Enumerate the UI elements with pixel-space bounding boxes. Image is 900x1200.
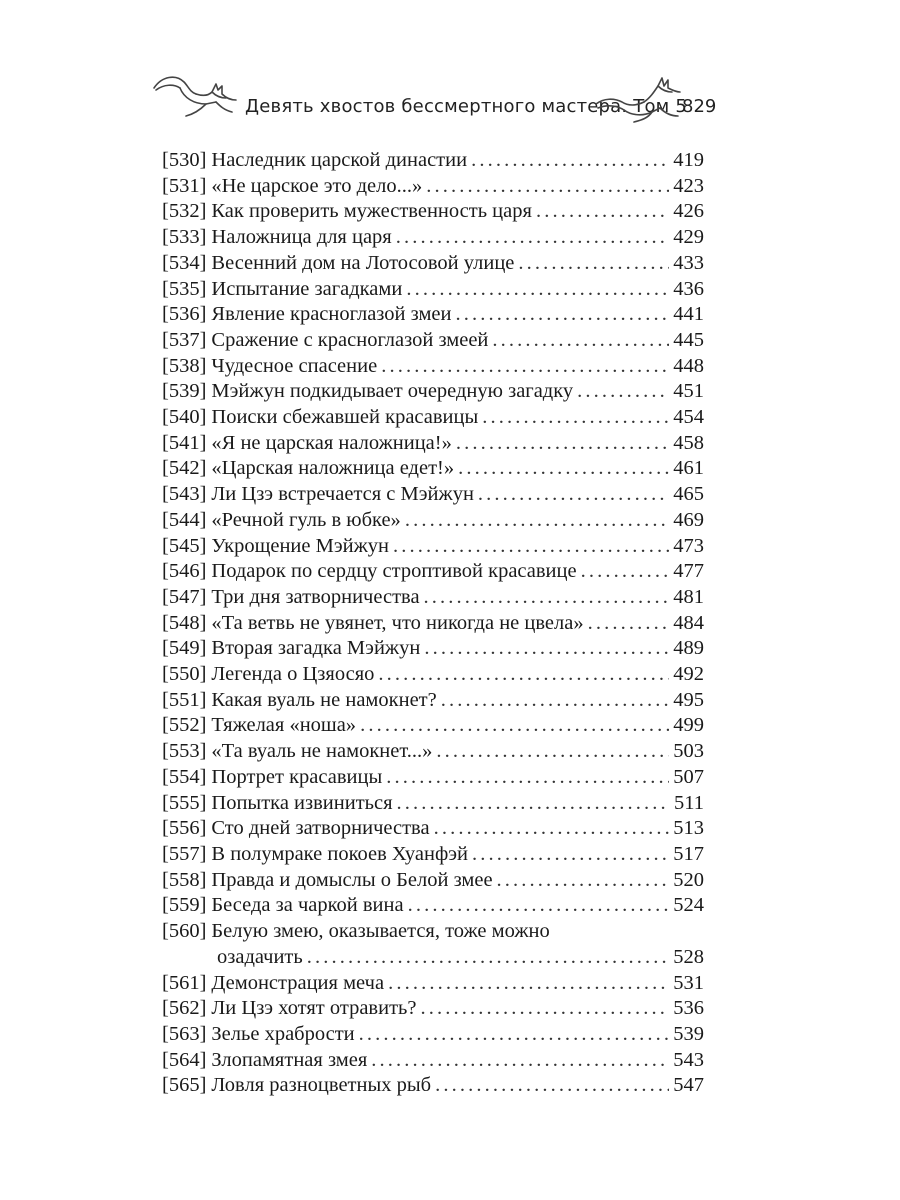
- toc-entry-title: Белую змею, оказывается, тоже можно: [211, 920, 550, 943]
- toc-entry-title: «Та ветвь не увянет, что никогда не цвела»: [211, 611, 584, 634]
- toc-entry-number: [536]: [162, 303, 207, 326]
- toc-leader-dots: [482, 405, 669, 431]
- toc-entry-page: 477: [673, 560, 704, 583]
- toc-entry-page: 507: [673, 765, 704, 788]
- toc-leader-dots: [581, 559, 670, 585]
- toc-leader-dots: [424, 585, 670, 611]
- toc-leader-dots: [436, 739, 669, 765]
- toc-entry-number: [541]: [162, 431, 207, 454]
- toc-entry: [162, 225, 704, 251]
- toc-entry-number: [533]: [162, 226, 207, 249]
- toc-entry: [162, 1073, 704, 1099]
- toc-leader-dots: [396, 225, 670, 251]
- toc-entry-number: [552]: [162, 714, 207, 737]
- toc-entry-page: 489: [673, 637, 704, 660]
- toc-entry-page: 503: [673, 740, 704, 763]
- toc-entry-page: 423: [673, 174, 704, 197]
- toc-entry-page: 495: [673, 688, 704, 711]
- toc-entry-title: Портрет красавицы: [211, 765, 383, 788]
- toc-entry: [162, 277, 704, 303]
- toc-entry-title: Ли Цзэ хотят отравить?: [211, 997, 417, 1020]
- toc-leader-dots: [471, 148, 669, 174]
- toc-entry: [162, 405, 704, 431]
- toc-entry: [162, 379, 704, 405]
- toc-entry: [162, 328, 704, 354]
- toc-entry-title: Попытка извиниться: [211, 791, 393, 814]
- toc-entry-page: 520: [673, 868, 704, 891]
- toc-entry: [162, 534, 704, 560]
- toc-entry: [162, 662, 704, 688]
- toc-leader-dots: [455, 302, 669, 328]
- page-header: [0, 60, 900, 140]
- toc-leader-dots: [426, 174, 669, 200]
- toc-entry-page: 499: [673, 714, 704, 737]
- toc-entry: [162, 1022, 704, 1048]
- toc-leader-dots: [424, 636, 669, 662]
- toc-entry-title: Сражение с красноглазой змеей: [211, 328, 489, 351]
- toc-entry-number: [547]: [162, 585, 207, 608]
- toc-entry-number: [535]: [162, 277, 207, 300]
- toc-entry-title: Мэйжун подкидывает очередную загадку: [211, 380, 574, 403]
- toc-entry-title: Демонстрация меча: [211, 971, 385, 994]
- toc-entry-number: [537]: [162, 328, 207, 351]
- toc-entry-number: [565]: [162, 1074, 207, 1097]
- toc-leader-dots: [381, 354, 669, 380]
- toc-entry-page: 458: [673, 431, 704, 454]
- toc-entry-title: Вторая загадка Мэйжун: [211, 637, 421, 660]
- toc-entry-page: 543: [673, 1048, 704, 1071]
- toc-leader-dots: [371, 1048, 669, 1074]
- toc-entry-title: Беседа за чаркой вина: [211, 894, 404, 917]
- toc-leader-dots: [472, 842, 669, 868]
- toc-entry-number: [545]: [162, 534, 207, 557]
- toc-entry-number: [539]: [162, 380, 207, 403]
- toc-entry-page: 524: [673, 894, 704, 917]
- toc-leader-dots: [456, 431, 669, 457]
- toc-entry-page: 426: [673, 200, 704, 223]
- toc-leader-dots: [458, 456, 669, 482]
- toc-entry-page: 436: [673, 277, 704, 300]
- toc-entry: [162, 508, 704, 534]
- toc-entry-number: [561]: [162, 971, 207, 994]
- toc-entry-title: Поиски сбежавшей красавицы: [211, 406, 479, 429]
- toc-entry: [162, 791, 704, 817]
- toc-leader-dots: [408, 893, 670, 919]
- toc-entry-number: [550]: [162, 663, 207, 686]
- toc-entry-title: Легенда о Цзяосяо: [211, 663, 375, 686]
- toc-leader-dots: [434, 816, 670, 842]
- toc-entry-page: 481: [673, 585, 704, 608]
- toc-entry-number: [540]: [162, 406, 207, 429]
- toc-entry-number: [531]: [162, 174, 207, 197]
- toc-leader-dots: [378, 662, 669, 688]
- toc-leader-dots: [360, 713, 669, 739]
- toc-entry-title: Злопамятная змея: [211, 1048, 368, 1071]
- toc-leader-dots: [307, 945, 670, 971]
- toc-entry-page: 539: [673, 1022, 704, 1045]
- toc-entry: [162, 816, 704, 842]
- toc-entry-title: Ли Цзэ встречается с Мэйжун: [211, 483, 474, 506]
- toc-entry-title: Сто дней затворничества: [211, 817, 430, 840]
- toc-leader-dots: [518, 251, 669, 277]
- toc-entry-page: 484: [673, 611, 704, 634]
- toc-leader-dots: [577, 379, 669, 405]
- toc-entry-page: 528: [673, 945, 704, 968]
- toc-leader-dots: [397, 791, 670, 817]
- toc-entry: [162, 611, 704, 637]
- toc-entry-title: Зелье храбрости: [211, 1022, 355, 1045]
- toc-entry-page: 531: [673, 971, 704, 994]
- toc-entry: [162, 148, 704, 174]
- toc-entry-title: В полумраке покоев Хуанфэй: [211, 842, 469, 865]
- toc-entry: [162, 302, 704, 328]
- toc-entry: [162, 456, 704, 482]
- toc-entry-number: [556]: [162, 817, 207, 840]
- toc-entry: [162, 996, 704, 1022]
- toc-leader-dots: [478, 482, 669, 508]
- toc-entry-title: «Не царское это дело...»: [211, 174, 423, 197]
- toc-entry-number: [544]: [162, 508, 207, 531]
- toc-entry: [162, 765, 704, 791]
- toc-entry: [162, 868, 704, 894]
- toc-entry-page: 429: [673, 226, 704, 249]
- toc-entry-page: 492: [673, 663, 704, 686]
- toc-entry-page: 441: [673, 303, 704, 326]
- toc-entry-page: 547: [673, 1074, 704, 1097]
- toc-entry-number: [551]: [162, 688, 207, 711]
- toc-entry-number: [555]: [162, 791, 207, 814]
- toc-entry: [162, 251, 704, 277]
- fox-icon: [592, 68, 682, 124]
- running-title: Девять хвостов бессмертного мастера. Том 5: [245, 96, 688, 117]
- toc-entry: [162, 636, 704, 662]
- toc-entry-number: [543]: [162, 483, 207, 506]
- toc-leader-dots: [420, 996, 669, 1022]
- toc-entry: [162, 739, 704, 765]
- toc-entry-number: [553]: [162, 740, 207, 763]
- toc-entry-number: [548]: [162, 611, 207, 634]
- toc-entry-title: Три дня затворничества: [211, 585, 420, 608]
- toc-entry: [162, 1048, 704, 1074]
- toc-entry: [162, 354, 704, 380]
- toc-entry: [162, 919, 704, 970]
- toc-entry: [162, 713, 704, 739]
- toc-entry-page: 454: [673, 406, 704, 429]
- toc-entry-page: 461: [673, 457, 704, 480]
- toc-entry-title: «Царская наложница едет!»: [211, 457, 455, 480]
- toc-entry-page: 517: [673, 842, 704, 865]
- toc-entry: [162, 688, 704, 714]
- toc-leader-dots: [359, 1022, 670, 1048]
- toc-entry: [162, 971, 704, 997]
- toc-entry: [162, 431, 704, 457]
- toc-entry: [162, 893, 704, 919]
- toc-entry-title: «Я не царская наложница!»: [211, 431, 452, 454]
- toc-entry-number: [554]: [162, 765, 207, 788]
- toc-entry: [162, 482, 704, 508]
- page-number: 829: [682, 96, 717, 117]
- toc-leader-dots: [405, 508, 669, 534]
- toc-leader-dots: [435, 1073, 669, 1099]
- toc-entry-page: 465: [673, 483, 704, 506]
- toc-entry-number: [532]: [162, 200, 207, 223]
- toc-leader-dots: [536, 199, 669, 225]
- toc-leader-dots: [588, 611, 670, 637]
- toc-entry-title: Как проверить мужественность царя: [211, 200, 532, 223]
- toc-entry-page: 536: [673, 997, 704, 1020]
- toc-leader-dots: [386, 765, 669, 791]
- toc-entry-page: 419: [673, 149, 704, 171]
- toc-entry-page: 445: [673, 328, 704, 351]
- toc-entry-title: Подарок по сердцу строптивой красавице: [211, 560, 577, 583]
- table-of-contents: [162, 148, 704, 1099]
- fox-icon: [150, 68, 240, 124]
- toc-entry-title: Весенний дом на Лотосовой улице: [211, 251, 515, 274]
- toc-entry-title-continued: озадачить: [217, 945, 303, 968]
- toc-entry-number: [538]: [162, 354, 207, 377]
- toc-entry-title: Наследник царской династии: [211, 149, 468, 171]
- toc-entry-page: 473: [673, 534, 704, 557]
- toc-entry-title: Чудесное спасение: [211, 354, 378, 377]
- toc-leader-dots: [393, 534, 669, 560]
- toc-entry-page: 513: [673, 817, 704, 840]
- toc-entry-page: 451: [673, 380, 704, 403]
- toc-entry-number: [557]: [162, 842, 207, 865]
- toc-leader-dots: [388, 971, 669, 997]
- toc-entry-number: [546]: [162, 560, 207, 583]
- toc-entry: [162, 199, 704, 225]
- toc-entry-number: [563]: [162, 1022, 207, 1045]
- toc-entry-number: [558]: [162, 868, 207, 891]
- toc-entry-number: [560]: [162, 920, 207, 943]
- toc-entry-title: Какая вуаль не намокнет?: [211, 688, 437, 711]
- toc-leader-dots: [492, 328, 669, 354]
- toc-entry-number: [564]: [162, 1048, 207, 1071]
- toc-entry-title: «Та вуаль не намокнет...»: [211, 740, 433, 763]
- toc-entry: [162, 174, 704, 200]
- toc-entry-title: Наложница для царя: [211, 226, 392, 249]
- toc-leader-dots: [497, 868, 670, 894]
- toc-leader-dots: [441, 688, 670, 714]
- toc-entry-number: [530]: [162, 149, 207, 171]
- toc-entry-page: 433: [673, 251, 704, 274]
- toc-entry-number: [534]: [162, 251, 207, 274]
- toc-entry: [162, 585, 704, 611]
- toc-entry-number: [542]: [162, 457, 207, 480]
- toc-entry-title: Тяжелая «ноша»: [211, 714, 357, 737]
- toc-entry-number: [559]: [162, 894, 207, 917]
- toc-entry: [162, 842, 704, 868]
- toc-entry-page: 448: [673, 354, 704, 377]
- toc-entry-title: «Речной гуль в юбке»: [211, 508, 401, 531]
- toc-entry-title: Правда и домыслы о Белой змее: [211, 868, 493, 891]
- toc-leader-dots: [406, 277, 669, 303]
- toc-entry-title: Укрощение Мэйжун: [211, 534, 390, 557]
- toc-entry-page: 469: [673, 508, 704, 531]
- toc-entry-title: Испытание загадками: [211, 277, 403, 300]
- toc-entry-title: Явление красноглазой змеи: [211, 303, 452, 326]
- toc-entry-title: Ловля разноцветных рыб: [211, 1074, 432, 1097]
- toc-entry: [162, 559, 704, 585]
- toc-entry-page: 511: [674, 791, 704, 814]
- toc-entry-number: [562]: [162, 997, 207, 1020]
- toc-entry-number: [549]: [162, 637, 207, 660]
